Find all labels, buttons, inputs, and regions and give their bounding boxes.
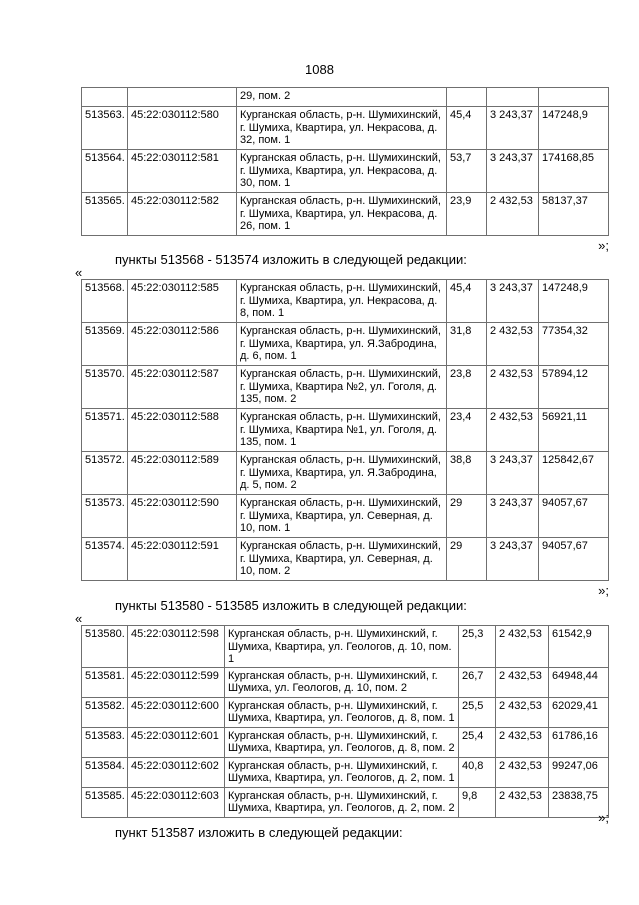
cell-row-number: 513568. [82,280,128,323]
cell-address: 29, пом. 2 [237,88,447,107]
table-row [82,409,609,452]
cell-address: Курганская область, р-н. Шумихинский, г. Шумиха, Квартира, ул. Геологов, д. 8, пом. 2 [225,727,459,757]
cell-cadastral-value-per-sqm: 3 243,37 [487,280,539,323]
cell-cadastral-number: 45:22:030112:586 [128,323,237,366]
cell-address: Курганская область, р-н. Шумихинский, г. Шумиха, Квартира, ул. Некрасова, д. 26, пом. 1 [237,193,447,236]
table-row [82,366,609,409]
cell-address: Курганская область, р-н. Шумихинский, г. Шумиха, Квартира, ул. Северная, д. 10, пом. 1 [237,495,447,538]
cell-area: 29 [447,538,487,581]
table-row [82,495,609,538]
cell-address: Курганская область, р-н. Шумихинский, г. Шумиха, Квартира, ул. Некрасова, д. 32, пом. 1 [237,107,447,150]
cell-cadastral-number: 45:22:030112:588 [128,409,237,452]
cell-cadastral-value: 64948,44 [549,667,609,697]
table-row [82,697,609,727]
cell-cadastral-value: 23838,75 [549,787,609,817]
cell-area: 25,3 [459,626,496,668]
cell-address: Курганская область, р-н. Шумихинский, г. Шумиха, Квартира, ул. Я.Забродина, д. 6, пом. 1 [237,323,447,366]
cell-row-number: 513574. [82,538,128,581]
cell-cadastral-value: 58137,37 [539,193,609,236]
cell-row-number: 513565. [82,193,128,236]
cell-cadastral-value: 99247,06 [549,757,609,787]
cell-cadastral-number: 45:22:030112:585 [128,280,237,323]
cell-area: 23,9 [447,193,487,236]
cell-cadastral-number: 45:22:030112:580 [128,107,237,150]
cell-cadastral-number: 45:22:030112:598 [128,626,225,668]
cell-cadastral-value-per-sqm: 2 432,53 [496,757,549,787]
cell-address: Курганская область, р-н. Шумихинский, г. Шумиха, Квартира №2, ул. Гоголя, д. 135, пом. 2 [237,366,447,409]
cell-cadastral-value [539,88,609,107]
cell-area: 25,4 [459,727,496,757]
cell-cadastral-number: 45:22:030112:582 [128,193,237,236]
cell-area: 38,8 [447,452,487,495]
cell-cadastral-value: 147248,9 [539,280,609,323]
cell-cadastral-number: 45:22:030112:599 [128,667,225,697]
cell-cadastral-value-per-sqm: 2 432,53 [487,323,539,366]
cell-address: Курганская область, р-н. Шумихинский, г. Шумиха, Квартира №1, ул. Гоголя, д. 135, пом. 1 [237,409,447,452]
property-table-3 [81,625,609,818]
cell-area [447,88,487,107]
table-row [82,787,609,817]
cell-area: 9,8 [459,787,496,817]
table-row [82,88,609,107]
cell-cadastral-value-per-sqm: 2 432,53 [487,366,539,409]
property-table-1 [81,87,609,236]
cell-cadastral-number: 45:22:030112:600 [128,697,225,727]
cell-area: 45,4 [447,107,487,150]
cell-area: 29 [447,495,487,538]
cell-cadastral-value: 62029,41 [549,697,609,727]
cell-cadastral-value-per-sqm: 3 243,37 [487,452,539,495]
table-row [82,323,609,366]
table-row [82,626,609,668]
cell-cadastral-value-per-sqm: 2 432,53 [496,697,549,727]
cell-cadastral-value-per-sqm: 2 432,53 [496,667,549,697]
cell-address: Курганская область, р-н. Шумихинский, г. Шумиха, Квартира, ул. Северная, д. 10, пом. 2 [237,538,447,581]
cell-cadastral-value: 57894,12 [539,366,609,409]
table-row [82,538,609,581]
cell-row-number: 513580. [82,626,128,668]
cell-address: Курганская область, р-н. Шумихинский, г. Шумиха, Квартира, ул. Геологов, д. 10, пом. 1 [225,626,459,668]
cell-row-number [82,88,128,107]
cell-cadastral-value-per-sqm: 3 243,37 [487,150,539,193]
cell-cadastral-value: 174168,85 [539,150,609,193]
cell-cadastral-number: 45:22:030112:590 [128,495,237,538]
page-number: 1088 [305,62,334,77]
cell-cadastral-number: 45:22:030112:581 [128,150,237,193]
cell-area: 26,7 [459,667,496,697]
cell-cadastral-value-per-sqm: 2 432,53 [496,727,549,757]
amendment-paragraph: пункт 513587 изложить в следующей редакции: [115,825,403,840]
cell-cadastral-value-per-sqm: 2 432,53 [487,409,539,452]
cell-cadastral-number: 45:22:030112:589 [128,452,237,495]
cell-cadastral-number: 45:22:030112:601 [128,727,225,757]
cell-row-number: 513572. [82,452,128,495]
property-table-2 [81,279,609,581]
cell-address: Курганская область, р-н. Шумихинский, г. Шумиха, Квартира, ул. Геологов, д. 8, пом. 1 [225,697,459,727]
cell-cadastral-value: 61786,16 [549,727,609,757]
table-row [82,107,609,150]
closing-quote: »; [598,583,609,598]
cell-address: Курганская область, р-н. Шумихинский, г. Шумиха, Квартира, ул. Геологов, д. 2, пом. 2 [225,787,459,817]
cell-cadastral-value: 147248,9 [539,107,609,150]
cell-cadastral-value-per-sqm [487,88,539,107]
cell-cadastral-number: 45:22:030112:587 [128,366,237,409]
cell-cadastral-value: 125842,67 [539,452,609,495]
cell-row-number: 513569. [82,323,128,366]
cell-area: 25,5 [459,697,496,727]
table-row [82,193,609,236]
cell-cadastral-value-per-sqm: 2 432,53 [496,626,549,668]
table-row [82,757,609,787]
cell-row-number: 513573. [82,495,128,538]
cell-cadastral-value-per-sqm: 3 243,37 [487,538,539,581]
table-row [82,452,609,495]
cell-row-number: 513584. [82,757,128,787]
cell-row-number: 513571. [82,409,128,452]
cell-area: 45,4 [447,280,487,323]
opening-quote: « [75,265,83,280]
opening-quote: « [75,611,83,626]
cell-cadastral-number [128,88,237,107]
cell-row-number: 513570. [82,366,128,409]
cell-address: Курганская область, р-н. Шумихинский, г. Шумиха, Квартира, ул. Я.Забродина, д. 5, пом. 2 [237,452,447,495]
cell-row-number: 513581. [82,667,128,697]
amendment-paragraph: пункты 513580 - 513585 изложить в следующей редакции: [115,598,467,613]
cell-cadastral-value: 77354,32 [539,323,609,366]
cell-cadastral-value: 56921,11 [539,409,609,452]
cell-cadastral-value: 94057,67 [539,538,609,581]
cell-cadastral-number: 45:22:030112:602 [128,757,225,787]
cell-row-number: 513585. [82,787,128,817]
cell-cadastral-value-per-sqm: 3 243,37 [487,107,539,150]
cell-area: 40,8 [459,757,496,787]
table-row [82,727,609,757]
cell-cadastral-value-per-sqm: 2 432,53 [496,787,549,817]
cell-address: Курганская область, р-н. Шумихинский, г. Шумиха, Квартира, ул. Геологов, д. 2, пом. 1 [225,757,459,787]
cell-area: 23,4 [447,409,487,452]
cell-address: Курганская область, р-н. Шумихинский, г. Шумиха, Квартира, ул. Некрасова, д. 30, пом. 1 [237,150,447,193]
cell-cadastral-value-per-sqm: 2 432,53 [487,193,539,236]
cell-cadastral-value-per-sqm: 3 243,37 [487,495,539,538]
table-row [82,280,609,323]
closing-quote: »; [598,238,609,253]
cell-cadastral-value: 61542,9 [549,626,609,668]
cell-area: 31,8 [447,323,487,366]
closing-quote: »; [598,810,609,825]
cell-row-number: 513583. [82,727,128,757]
table-row [82,667,609,697]
cell-cadastral-number: 45:22:030112:591 [128,538,237,581]
table-row [82,150,609,193]
cell-area: 53,7 [447,150,487,193]
cell-address: Курганская область, р-н. Шумихинский, г. Шумиха, Квартира, ул. Некрасова, д. 8, пом. 1 [237,280,447,323]
cell-row-number: 513563. [82,107,128,150]
cell-cadastral-number: 45:22:030112:603 [128,787,225,817]
cell-area: 23,8 [447,366,487,409]
cell-row-number: 513582. [82,697,128,727]
amendment-paragraph: пункты 513568 - 513574 изложить в следующей редакции: [115,252,467,267]
cell-row-number: 513564. [82,150,128,193]
cell-address: Курганская область, р-н. Шумихинский, г. Шумиха, ул. Геологов, д. 10, пом. 2 [225,667,459,697]
cell-cadastral-value: 94057,67 [539,495,609,538]
